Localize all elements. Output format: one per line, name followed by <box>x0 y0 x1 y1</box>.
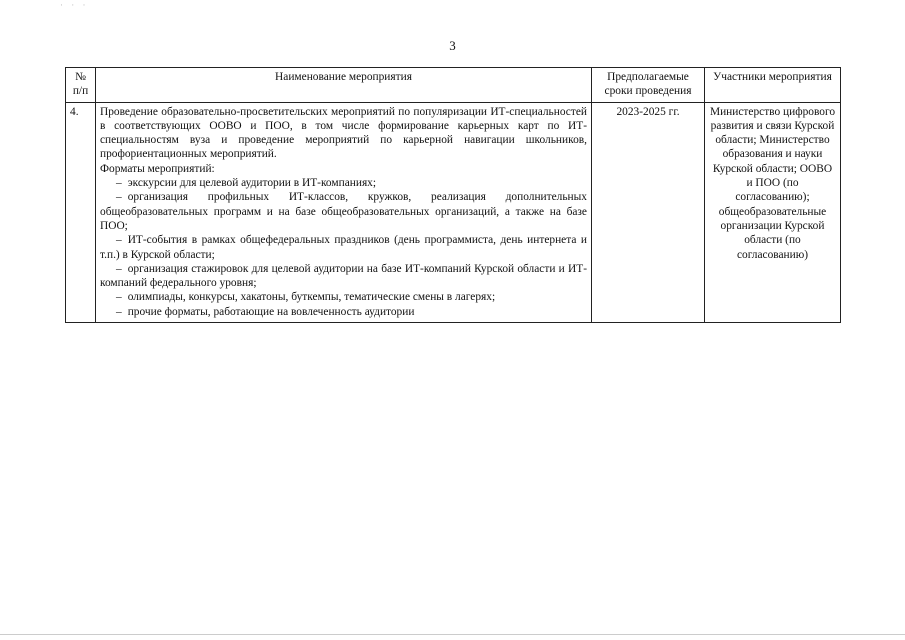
header-term: Предполагаемые сроки проведения <box>592 68 705 103</box>
events-table <box>65 67 841 323</box>
format-item: – олимпиады, конкурсы, хакатоны, буткемпы, тематические смены в лагерях; <box>116 291 496 304</box>
table-row <box>66 102 841 322</box>
scan-artifact: · · · <box>60 0 89 10</box>
formats-title: Форматы мероприятий: <box>100 162 215 175</box>
format-item: – организация профильных ИТ-классов, кружков, реализация дополнительных общеобразовательных программ и на базе общеобразовательных организаций, а также на базе ПОО; <box>100 191 587 232</box>
format-item: – организация стажировок для целевой аудитории на базе ИТ-компаний Курской области и ИТ-компаний федерального уровня; <box>100 262 587 290</box>
header-event-name: Наименование мероприятия <box>96 68 592 103</box>
table-header-row <box>66 68 841 103</box>
format-item: – прочие форматы, работающие на вовлеченность аудитории <box>116 305 415 318</box>
header-number: № п/п <box>66 68 96 103</box>
scan-edge-line <box>0 634 905 635</box>
event-description <box>96 102 592 322</box>
event-term: 2023-2025 гг. <box>592 102 705 322</box>
header-participants: Участники мероприятия <box>705 68 841 103</box>
event-participants: Министерство цифрового развития и связи Курской области; Министерство образования и науки Курской области; ООВО и ПОО (по согласованию); общеобразовательные организации Курской области (по согласованию) <box>705 102 841 322</box>
format-item: – экскурсии для целевой аудитории в ИТ-компаниях; <box>116 177 377 190</box>
format-item: – ИТ-события в рамках общефедеральных праздников (день программиста, день интернета и т.п.) в Курской области; <box>100 234 587 261</box>
page-number: 3 <box>449 38 456 53</box>
row-number: 4. <box>66 102 96 322</box>
event-intro: Проведение образовательно-просветительских мероприятий по популяризации ИТ-специальностей в соответствующих ООВО и ПОО, в том числе формирование карьерных карт по ИТ-специальностям вуза и проведение мероприятий по карьерной навигации школьников, профориентационных мероприятий. <box>100 105 587 161</box>
